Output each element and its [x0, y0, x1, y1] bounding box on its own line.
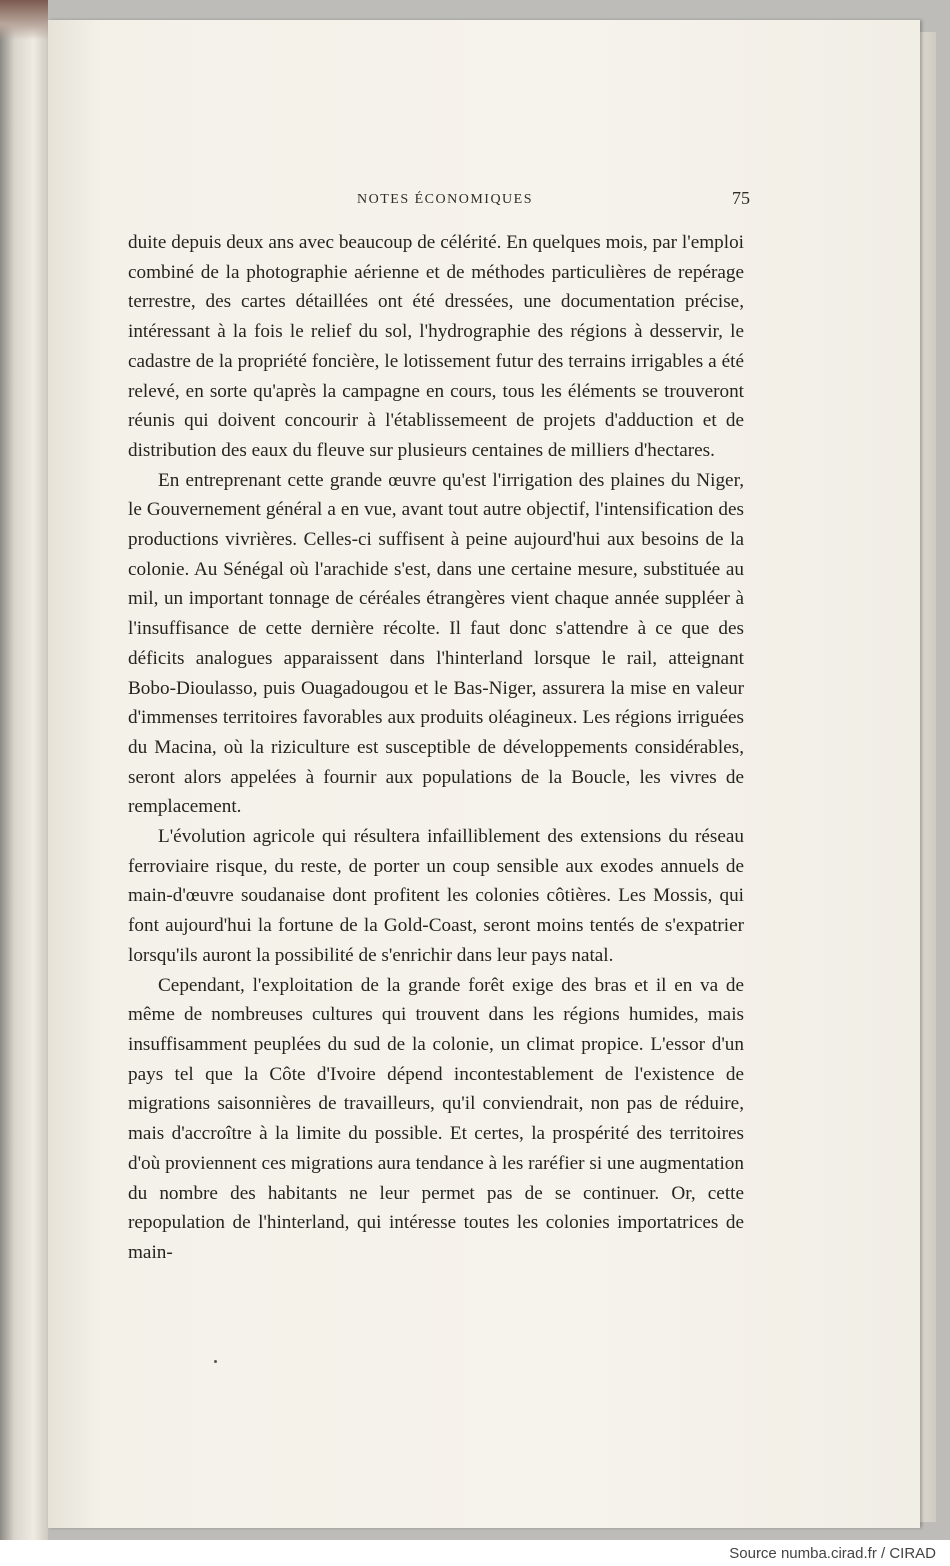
page-stack-edge — [920, 32, 936, 1522]
paragraph: En entreprenant cette grande œuvre qu'est l'irrigation des plaines du Niger, le Gouvernement général a en vue, avant tout autre objectif, l'intensification des productions vivrières. Celles-ci suffisent à peine aujourd'hui aux besoins de la colonie. Au Sénégal où l'arachide s'est, dans une certaine mesure, substituée au mil, un important tonnage de céréales étrangères vient chaque année suppléer à l'insuffisance de cette dernière récolte. Il faut donc s'attendre à ce que des déficits analogues apparaissent dans l'hinterland lorsque le rail, atteignant Bobo-Dioulasso, puis Ouagadougou et le Bas-Niger, assurera la mise en valeur d'immenses territoires favorables aux produits oléagineux. Les régions irriguées du Macina, où la riziculture est susceptible de développements considérables, seront alors appelées à fournir aux populations de la Boucle, les vivres de remplacement. — [128, 469, 744, 818]
previous-page-edge — [0, 0, 48, 1540]
page-number: 75 — [732, 188, 750, 208]
body-text — [128, 228, 744, 1268]
paragraph: Cependant, l'exploitation de la grande forêt exige des bras et il en va de même de nombreuses cultures qui trouvent dans les régions humides, mais insuffisamment peuplées du sud de la colonie, un climat propice. L'essor d'un pays tel que la Côte d'Ivoire dépend incontestablement de l'existence de migrations saisonnières de travailleurs, qu'il conviendrait, non pas de réduire, mais d'accroître à la limite du possible. Et certes, la prospérité des territoires d'où proviennent ces migrations aura tendance à les raréfier si une augmentation du nombre des habitants ne leur permet pas de se continuer. Or, cette repopulation de l'hinterland, qui intéresse toutes les colonies importatrices de main- — [128, 974, 744, 1263]
paragraph: L'évolution agricole qui résultera infailliblement des extensions du réseau ferroviaire risque, du reste, de porter un coup sensible aux exodes annuels de main-d'œuvre soudanaise dont profitent les colonies côtières. Les Mossis, qui font aujourd'hui la fortune de la Gold-Coast, seront moins tentés de s'expatrier lorsqu'ils auront la possibilité de s'enrichir dans leur pays natal. — [128, 826, 744, 966]
paragraph: duite depuis deux ans avec beaucoup de célérité. En quelques mois, par l'emploi combiné de la photographie aérienne et de méthodes particulières de repérage terrestre, des cartes détaillées ont été dressées, une documentation précise, intéressant à la fois le relief du sol, l'hydrographie des régions à desservir, le cadastre de la propriété foncière, le lotissement futur des terrains irrigables a été relevé, en sorte qu'après la campagne en cours, tous les éléments se trouveront réunis qui doivent concourir à l'établissemeent de projets d'adduction et de distribution des eaux du fleuve sur plusieurs centaines de milliers d'hectares. — [128, 232, 744, 461]
source-credit: Source numba.cirad.fr / CIRAD — [729, 1545, 936, 1562]
running-head: NOTES ÉCONOMIQUES — [357, 192, 533, 207]
ink-speck — [214, 1360, 217, 1363]
